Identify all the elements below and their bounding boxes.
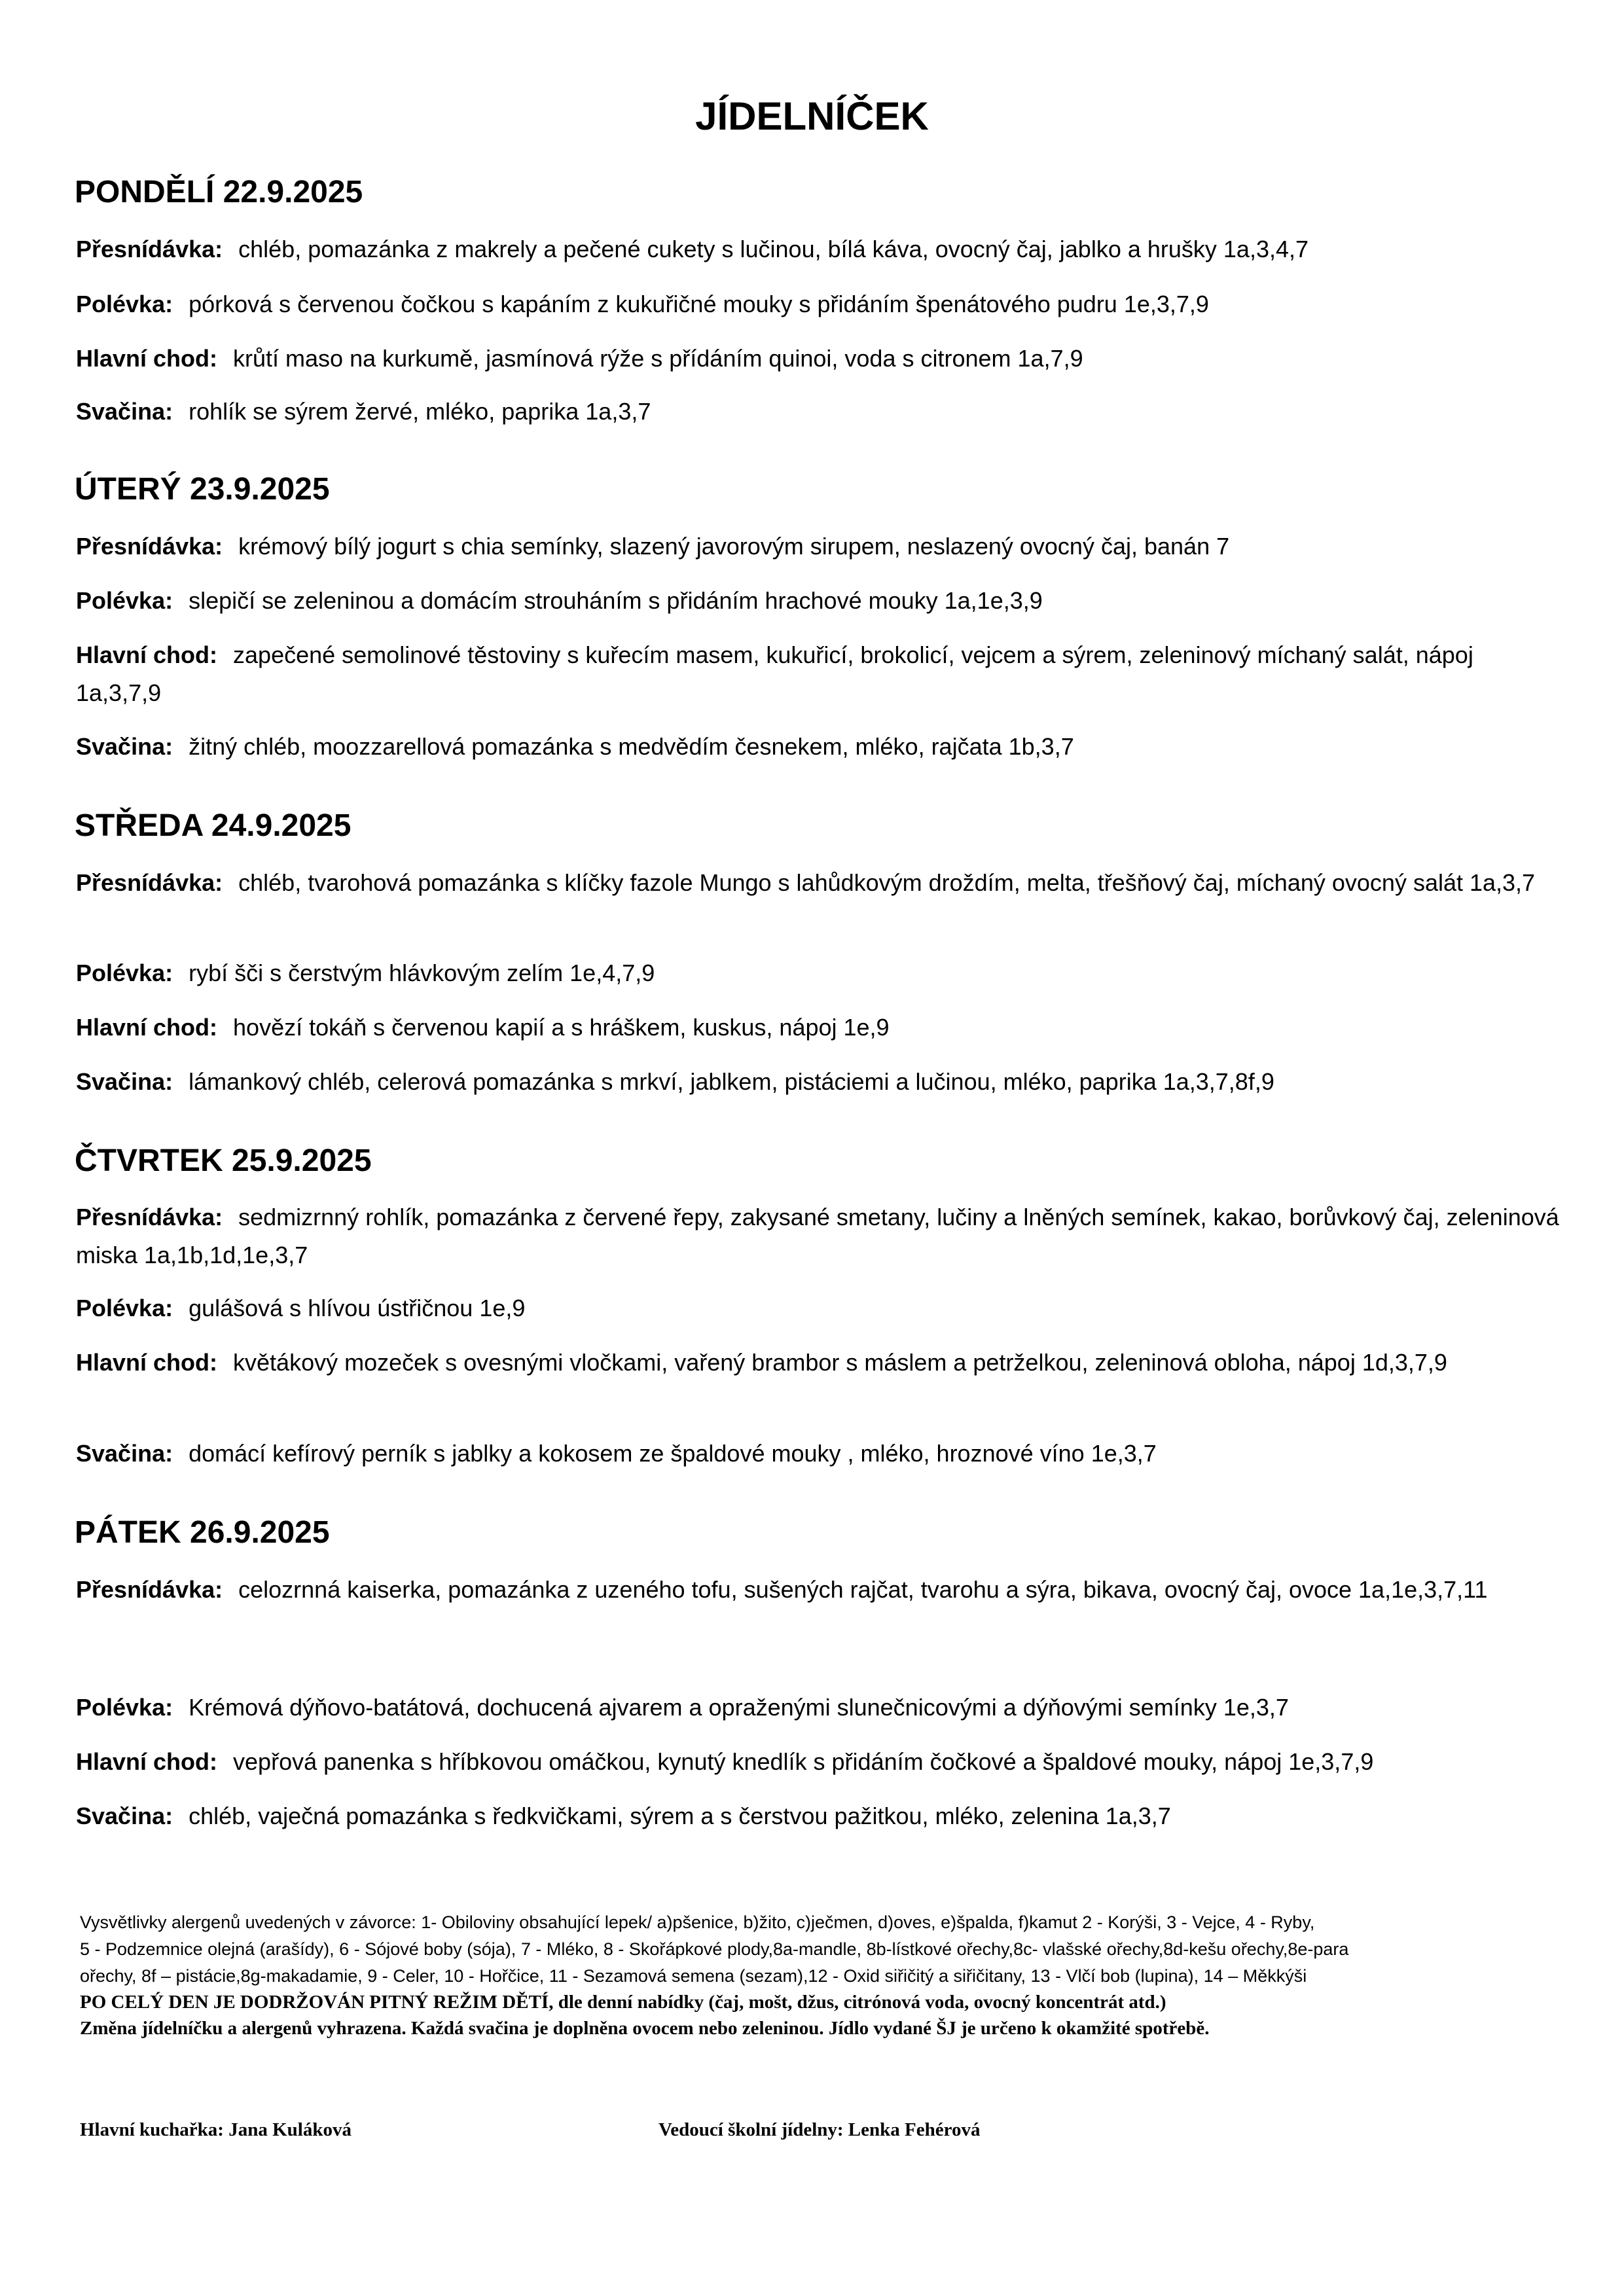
monday-snack-pm xyxy=(76,393,1562,431)
label-snack-pm: Svačina: xyxy=(76,1440,173,1467)
label-soup: Polévka: xyxy=(76,1295,173,1321)
day-heading-monday: PONDĚLÍ 22.9.2025 xyxy=(75,175,363,209)
thursday-snack-am xyxy=(76,1198,1562,1274)
friday-snack-pm xyxy=(76,1797,1562,1835)
meal-text: chléb, vaječná pomazánka s ředkvičkami, sýrem a s čerstvou pažitkou, mléko, zelenina 1a,3,7 xyxy=(189,1803,1171,1829)
label-snack-am: Přesnídávka: xyxy=(76,236,223,262)
tuesday-soup xyxy=(76,582,1562,620)
label-soup: Polévka: xyxy=(76,960,173,986)
label-main: Hlavní chod: xyxy=(76,1349,218,1376)
label-main: Hlavní chod: xyxy=(76,1014,218,1041)
label-snack-am: Přesnídávka: xyxy=(76,1204,223,1230)
tuesday-main xyxy=(76,636,1562,712)
drinks-note: PO CELÝ DEN JE DODRŽOVÁN PITNÝ REŽIM DĚTÍ, dle denní nabídky (čaj, mošt, džus, citrónová voda, ovocný koncentrát atd.) xyxy=(80,1992,1166,2013)
allergen-legend-line-3: ořechy, 8f – pistácie,8g-makadamie, 9 - Celer, 10 - Hořčice, 11 - Sezamová semena (sezam),12 - Oxid siřičitý a siřičitany, 13 - Vlčí bob (lupina), 14 – Měkkýši xyxy=(80,1966,1307,1986)
meal-text: pórková s červenou čočkou s kapáním z kukuřičné mouky s přidáním špenátového pudru 1e,3,7,9 xyxy=(189,291,1209,317)
change-note: Změna jídelníčku a alergenů vyhrazena. Každá svačina je doplněna ovocem nebo zeleninou. Jídlo vydané ŠJ je určeno k okamžité spotřebě. xyxy=(80,2018,1210,2039)
wednesday-soup xyxy=(76,954,1562,992)
label-main: Hlavní chod: xyxy=(76,641,218,668)
label-snack-am: Přesnídávka: xyxy=(76,533,223,560)
head-cook-signature: Hlavní kuchařka: Jana Kuláková xyxy=(80,2119,352,2140)
meal-text: zapečené semolinové těstoviny s kuřecím masem, kukuřicí, brokolicí, vejcem a sýrem, zeleninový míchaný salát, nápoj 1a,3,7,9 xyxy=(76,641,1473,706)
label-soup: Polévka: xyxy=(76,291,173,317)
label-snack-am: Přesnídávka: xyxy=(76,869,223,896)
meal-text: Krémová dýňovo-batátová, dochucená ajvarem a opraženými slunečnicovými a dýňovými semínky 1e,3,7 xyxy=(189,1694,1289,1721)
label-soup: Polévka: xyxy=(76,1694,173,1721)
meal-text: žitný chléb, moozzarellová pomazánka s medvědím česnekem, mléko, rajčata 1b,3,7 xyxy=(189,733,1074,760)
meal-text: krémový bílý jogurt s chia semínky, slazený javorovým sirupem, neslazený ovocný čaj, banán 7 xyxy=(238,533,1230,560)
monday-main xyxy=(76,340,1562,378)
day-heading-friday: PÁTEK 26.9.2025 xyxy=(75,1515,330,1550)
meal-text: rohlík se sýrem žervé, mléko, paprika 1a,3,7 xyxy=(189,398,651,425)
friday-soup xyxy=(76,1689,1562,1727)
friday-snack-am xyxy=(76,1571,1562,1609)
wednesday-snack-pm xyxy=(76,1063,1562,1101)
meal-text: květákový mozeček s ovesnými vločkami, vařený brambor s máslem a petrželkou, zeleninová obloha, nápoj 1d,3,7,9 xyxy=(233,1349,1447,1376)
manager-signature: Vedoucí školní jídelny: Lenka Fehérová xyxy=(659,2119,981,2140)
label-snack-pm: Svačina: xyxy=(76,733,173,760)
wednesday-main xyxy=(76,1009,1562,1047)
day-heading-tuesday: ÚTERÝ 23.9.2025 xyxy=(75,472,330,507)
meal-text: sedmizrnný rohlík, pomazánka z červené řepy, zakysané smetany, lučiny a lněných semínek, kakao, borůvkový čaj, zeleninová miska 1a,1b,1d,1e,3,7 xyxy=(76,1204,1559,1268)
meal-text: domácí kefírový perník s jablky a kokosem ze špaldové mouky , mléko, hroznové víno 1e,3,7 xyxy=(189,1440,1157,1467)
label-main: Hlavní chod: xyxy=(76,1748,218,1775)
wednesday-snack-am xyxy=(76,864,1562,902)
meal-text: gulášová s hlívou ústřičnou 1e,9 xyxy=(189,1295,526,1321)
meal-text: chléb, pomazánka z makrely a pečené cukety s lučinou, bílá káva, ovocný čaj, jablko a hrušky 1a,3,4,7 xyxy=(238,236,1309,262)
label-main: Hlavní chod: xyxy=(76,345,218,372)
meal-text: krůtí maso na kurkumě, jasmínová rýže s přídáním quinoi, voda s citronem 1a,7,9 xyxy=(233,345,1083,372)
monday-snack-am xyxy=(76,230,1562,268)
meal-text: slepičí se zeleninou a domácím strouháním s přidáním hrachové mouky 1a,1e,3,9 xyxy=(189,587,1043,614)
day-heading-thursday: ČTVRTEK 25.9.2025 xyxy=(75,1143,372,1178)
thursday-main xyxy=(76,1344,1562,1382)
day-heading-wednesday: STŘEDA 24.9.2025 xyxy=(75,808,352,843)
meal-text: vepřová panenka s hříbkovou omáčkou, kynutý knedlík s přidáním čočkové a špaldové mouky, nápoj 1e,3,7,9 xyxy=(233,1748,1374,1775)
tuesday-snack-pm xyxy=(76,728,1562,766)
allergen-legend-line-2: 5 - Podzemnice olejná (arašídy), 6 - Sójové boby (sója), 7 - Mléko, 8 - Skořápkové plody,8a-mandle, 8b-lístkové ořechy,8c- vlašské ořechy,8d-kešu ořechy,8e-para xyxy=(80,1939,1349,1959)
thursday-soup xyxy=(76,1289,1562,1327)
label-snack-pm: Svačina: xyxy=(76,398,173,425)
page-title: JÍDELNÍČEK xyxy=(695,94,929,138)
friday-main xyxy=(76,1743,1562,1781)
meal-text: celozrnná kaiserka, pomazánka z uzeného tofu, sušených rajčat, tvarohu a sýra, bikava, ovocný čaj, ovoce 1a,1e,3,7,11 xyxy=(238,1576,1488,1603)
label-soup: Polévka: xyxy=(76,587,173,614)
tuesday-snack-am xyxy=(76,528,1562,565)
meal-text: lámankový chléb, celerová pomazánka s mrkví, jablkem, pistáciemi a lučinou, mléko, paprika 1a,3,7,8f,9 xyxy=(189,1068,1274,1095)
label-snack-pm: Svačina: xyxy=(76,1803,173,1829)
allergen-legend-line-1: Vysvětlivky alergenů uvedených v závorce: 1- Obiloviny obsahující lepek/ a)pšenice, b)žito, c)ječmen, d)oves, e)špalda, f)kamut 2 - Korýši, 3 - Vejce, 4 - Ryby, xyxy=(80,1912,1315,1932)
label-snack-am: Přesnídávka: xyxy=(76,1576,223,1603)
meal-text: hovězí tokáň s červenou kapií a s hráškem, kuskus, nápoj 1e,9 xyxy=(233,1014,890,1041)
label-snack-pm: Svačina: xyxy=(76,1068,173,1095)
meal-text: rybí šči s čerstvým hlávkovým zelím 1e,4,7,9 xyxy=(189,960,655,986)
meal-text: chléb, tvarohová pomazánka s klíčky fazole Mungo s lahůdkovým droždím, melta, třešňový čaj, míchaný ovocný salát 1a,3,7 xyxy=(238,869,1536,896)
thursday-snack-pm xyxy=(76,1435,1562,1473)
monday-soup xyxy=(76,285,1562,323)
